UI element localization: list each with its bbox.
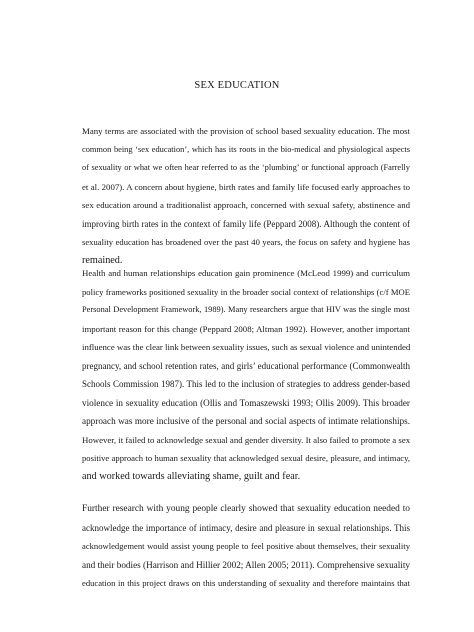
text-line: important reason for this change (Peppard 2008; Altman 1992). However, another important [82, 323, 410, 334]
text-line: influence was the clear link between sexuality issues, such as sexual violence and unintended [82, 342, 411, 352]
text-line: and worked towards alleviating shame, guilt and fear. [82, 470, 301, 482]
text-line: policy frameworks positioned sexuality in the broader social context of relationships (c/f MOE [82, 286, 410, 297]
text-line: et al. 2007). A concern about hygiene, birth rates and family life focused early approaches to [82, 181, 410, 192]
text-line: approach was more inclusive of the personal and social aspects of intimate relationships. [82, 416, 410, 426]
text-line: remained. [82, 254, 123, 266]
text-line: education in this project draws on this understanding of sexuality and therefore maintains that [82, 578, 410, 588]
text-line: sex education around a traditionalist approach, concerned with sexual safety, abstinence and [82, 200, 410, 210]
text-line: Further research with young people clearly showed that sexuality education needed to [82, 504, 410, 514]
text-line: Personal Development Framework, 1989). Many researchers argue that HIV was the single most [82, 305, 410, 314]
text-line: positive approach to human sexuality that acknowledged sexual desire, pleasure, and intimacy, [82, 453, 410, 463]
paragraph-2 [82, 264, 410, 486]
page-title: SEX EDUCATION [194, 80, 280, 91]
paragraph-3 [82, 500, 410, 593]
paragraph-1 [82, 122, 410, 270]
text-line: Health and human relationships education gain prominence (McLeod 1999) and curriculum [82, 268, 410, 278]
text-line: improving birth rates in the context of family life (Peppard 2008). Although the content of [82, 218, 410, 229]
text-line: Many terms are associated with the provision of school based sexuality education. The most [82, 126, 410, 136]
text-line: common being ‘sex education’, which has its roots in the bio-medical and physiological aspects [82, 144, 410, 154]
text-line: and their bodies (Harrison and Hillier 2002; Allen 2005; 2011). Comprehensive sexuality [82, 559, 410, 570]
text-line: Schools Commission 1987). This led to the inclusion of strategies to address gender-based [82, 379, 410, 389]
text-line: acknowledge the importance of intimacy, desire and pleasure in sexual relationships. This [82, 522, 410, 533]
text-line: acknowledgement would assist young people to feel positive about themselves, their sexuality [82, 541, 410, 551]
text-line: sexuality education has broadened over the past 40 years, the focus on safety and hygiene has [82, 237, 410, 247]
text-line: pregnancy, and school retention rates, and girls’ educational performance (Commonwealth [82, 360, 410, 371]
text-line: of sexuality or what we often hear referred to as the ‘plumbing’ or functional approach (Farrelly [82, 163, 410, 172]
text-line: violence in sexuality education (Ollis and Tomaszewski 1993; Ollis 2009). This broader [82, 397, 410, 408]
text-line: However, it failed to acknowledge sexual and gender diversity. It also failed to promote a sex [82, 434, 411, 445]
